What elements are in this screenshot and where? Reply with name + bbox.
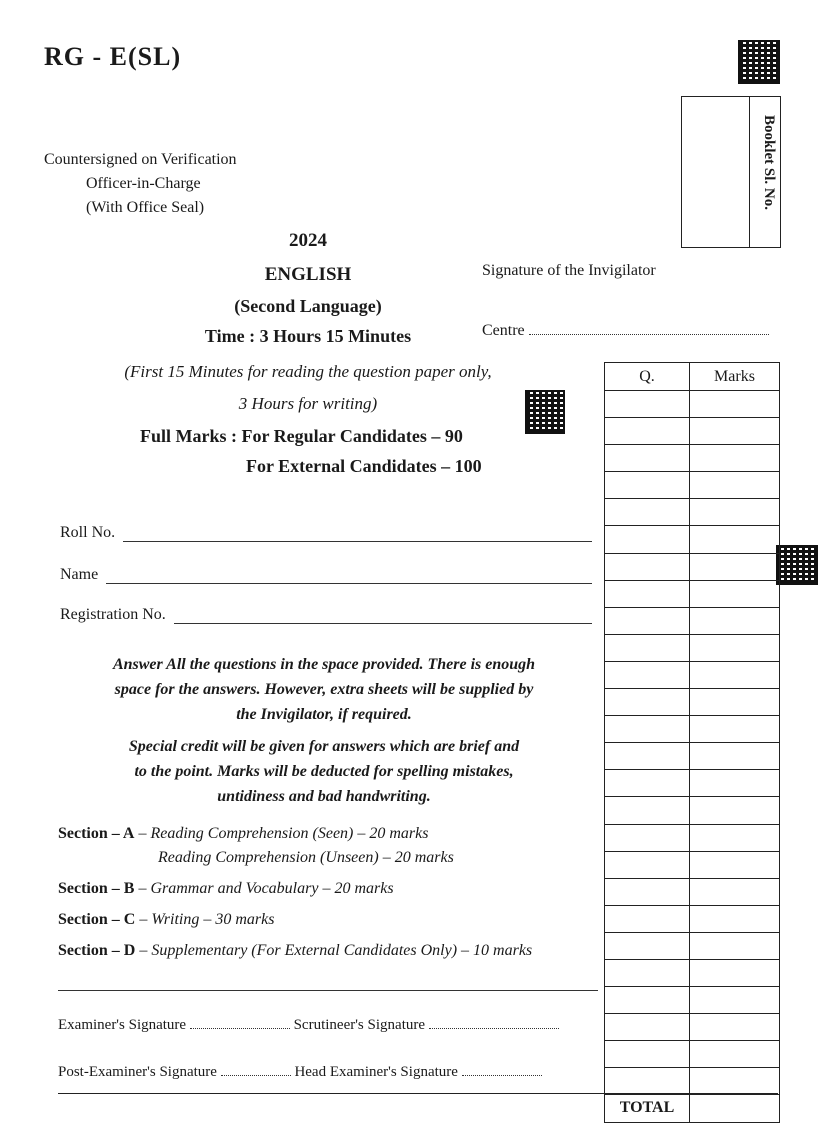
verification-line: Countersigned on Verification bbox=[44, 151, 237, 168]
exam-subject: ENGLISH bbox=[264, 264, 352, 285]
total-marks-cell[interactable] bbox=[690, 1095, 780, 1122]
marks-cell[interactable] bbox=[690, 391, 780, 418]
marks-cell[interactable] bbox=[690, 553, 780, 580]
marks-row bbox=[605, 824, 780, 851]
marks-cell[interactable] bbox=[690, 689, 780, 716]
section-desc: – Writing – 30 marks bbox=[139, 911, 275, 928]
roll-field[interactable] bbox=[60, 524, 592, 542]
q-cell[interactable] bbox=[605, 851, 690, 878]
examiner-signature-line[interactable] bbox=[190, 1016, 290, 1029]
section-desc: – Supplementary (For External Candidates Only) – 10 marks bbox=[139, 942, 533, 959]
q-cell[interactable] bbox=[605, 607, 690, 634]
marks-row bbox=[605, 851, 780, 878]
instruction-line: untidiness and bad handwriting. bbox=[217, 788, 431, 805]
q-cell[interactable] bbox=[605, 553, 690, 580]
exam-language: (Second Language) bbox=[234, 296, 382, 316]
marks-row bbox=[605, 743, 780, 770]
marks-table bbox=[604, 362, 780, 1123]
q-cell[interactable] bbox=[605, 418, 690, 445]
section-label: Section – A bbox=[58, 825, 135, 842]
marks-row bbox=[605, 445, 780, 472]
marks-cell[interactable] bbox=[690, 770, 780, 797]
marks-row bbox=[605, 553, 780, 580]
examiner-signature-label: Examiner's Signature bbox=[58, 1017, 187, 1033]
qr-code-icon bbox=[738, 40, 780, 84]
q-cell[interactable] bbox=[605, 824, 690, 851]
q-cell[interactable] bbox=[605, 743, 690, 770]
reading-note bbox=[78, 356, 538, 420]
q-cell[interactable] bbox=[605, 689, 690, 716]
q-cell[interactable] bbox=[605, 987, 690, 1014]
q-cell[interactable] bbox=[605, 526, 690, 553]
marks-cell[interactable] bbox=[690, 526, 780, 553]
instruction-line: Special credit will be given for answers which are brief and bbox=[128, 738, 520, 755]
marks-row bbox=[605, 661, 780, 688]
q-cell[interactable] bbox=[605, 445, 690, 472]
q-cell[interactable] bbox=[605, 770, 690, 797]
marks-cell[interactable] bbox=[690, 1041, 780, 1068]
q-cell[interactable] bbox=[605, 472, 690, 499]
instruction-line: the Invigilator, if required. bbox=[236, 706, 412, 723]
registration-input-line[interactable] bbox=[174, 609, 592, 624]
marks-cell[interactable] bbox=[690, 987, 780, 1014]
marks-row bbox=[605, 499, 780, 526]
marks-row bbox=[605, 797, 780, 824]
section-a bbox=[58, 822, 603, 870]
section-desc-extra: Reading Comprehension (Unseen) – 20 marks bbox=[158, 849, 454, 866]
reading-note-line2: 3 Hours for writing) bbox=[238, 394, 378, 413]
q-cell[interactable] bbox=[605, 905, 690, 932]
q-cell[interactable] bbox=[605, 878, 690, 905]
q-cell[interactable] bbox=[605, 580, 690, 607]
full-marks-regular: Full Marks : For Regular Candidates – 90 bbox=[140, 426, 463, 446]
head-examiner-signature-label: Head Examiner's Signature bbox=[294, 1064, 458, 1080]
marks-row bbox=[605, 634, 780, 661]
instruction-line: space for the answers. However, extra sheets will be supplied by bbox=[114, 681, 534, 698]
marks-row bbox=[605, 526, 780, 553]
marks-cell[interactable] bbox=[690, 797, 780, 824]
marks-row bbox=[605, 418, 780, 445]
q-cell[interactable] bbox=[605, 716, 690, 743]
marks-table-body bbox=[605, 391, 780, 1123]
registration-label: Registration No. bbox=[60, 606, 166, 623]
section-desc: – Reading Comprehension (Seen) – 20 marks bbox=[138, 825, 429, 842]
registration-field[interactable] bbox=[60, 606, 592, 624]
booklet-serial-label: Booklet Sl. No. bbox=[761, 115, 777, 211]
sections-list bbox=[58, 822, 603, 970]
marks-cell[interactable] bbox=[690, 472, 780, 499]
signature-row bbox=[58, 1063, 603, 1081]
marks-row bbox=[605, 932, 780, 959]
name-label: Name bbox=[60, 566, 99, 583]
verification-block bbox=[44, 148, 237, 220]
section-desc: – Grammar and Vocabulary – 20 marks bbox=[138, 880, 394, 897]
marks-cell[interactable] bbox=[690, 1068, 780, 1095]
marks-cell[interactable] bbox=[690, 851, 780, 878]
marks-cell[interactable] bbox=[690, 905, 780, 932]
marks-row bbox=[605, 580, 780, 607]
marks-cell[interactable] bbox=[690, 445, 780, 472]
marks-row bbox=[605, 987, 780, 1014]
marks-cell[interactable] bbox=[690, 607, 780, 634]
marks-row bbox=[605, 689, 780, 716]
name-field[interactable] bbox=[60, 566, 592, 584]
marks-row bbox=[605, 1068, 780, 1095]
signature-row bbox=[58, 1016, 603, 1034]
marks-cell[interactable] bbox=[690, 1014, 780, 1041]
scrutineer-signature-line[interactable] bbox=[429, 1016, 559, 1029]
marks-cell[interactable] bbox=[690, 661, 780, 688]
marks-row bbox=[605, 1014, 780, 1041]
instructions-credit bbox=[56, 734, 592, 809]
section-label: Section – B bbox=[58, 880, 135, 897]
centre-label: Centre bbox=[482, 322, 525, 339]
divider bbox=[58, 990, 598, 991]
section-d bbox=[58, 939, 603, 963]
instruction-line: to the point. Marks will be deducted for spelling mistakes, bbox=[134, 763, 514, 780]
section-label: Section – D bbox=[58, 942, 136, 959]
booklet-serial-label-cell bbox=[749, 97, 780, 247]
paper-code: RG - E(SL) bbox=[44, 42, 182, 71]
reading-note-line1: (First 15 Minutes for reading the question paper only, bbox=[124, 362, 492, 381]
marks-row bbox=[605, 716, 780, 743]
full-marks-external: For External Candidates – 100 bbox=[246, 456, 482, 476]
roll-label: Roll No. bbox=[60, 524, 116, 541]
q-cell[interactable] bbox=[605, 797, 690, 824]
marks-cell[interactable] bbox=[690, 824, 780, 851]
marks-cell[interactable] bbox=[690, 716, 780, 743]
q-cell[interactable] bbox=[605, 1068, 690, 1095]
qr-code-icon bbox=[525, 390, 565, 434]
q-cell[interactable] bbox=[605, 391, 690, 418]
total-row bbox=[605, 1095, 780, 1122]
marks-cell[interactable] bbox=[690, 580, 780, 607]
section-b bbox=[58, 877, 603, 901]
marks-row bbox=[605, 770, 780, 797]
q-cell[interactable] bbox=[605, 1041, 690, 1068]
invigilator-signature-label: Signature of the Invigilator bbox=[482, 262, 656, 279]
marks-row bbox=[605, 905, 780, 932]
marks-row bbox=[605, 391, 780, 418]
marks-cell[interactable] bbox=[690, 499, 780, 526]
q-cell[interactable] bbox=[605, 932, 690, 959]
centre-field[interactable] bbox=[482, 322, 782, 340]
q-cell[interactable] bbox=[605, 661, 690, 688]
qr-code-icon bbox=[776, 545, 818, 585]
marks-cell[interactable] bbox=[690, 418, 780, 445]
marks-row bbox=[605, 959, 780, 986]
marks-cell[interactable] bbox=[690, 878, 780, 905]
marks-row bbox=[605, 607, 780, 634]
marks-col-marks: Marks bbox=[690, 363, 780, 391]
instruction-line: Answer All the questions in the space provided. There is enough bbox=[112, 656, 536, 673]
instructions-answer bbox=[56, 652, 592, 727]
exam-time: Time : 3 Hours 15 Minutes bbox=[204, 326, 412, 346]
section-c bbox=[58, 908, 603, 932]
booklet-serial-box bbox=[681, 96, 781, 248]
name-input-line[interactable] bbox=[106, 569, 592, 584]
marks-cell[interactable] bbox=[690, 959, 780, 986]
q-cell[interactable] bbox=[605, 634, 690, 661]
total-label: TOTAL bbox=[605, 1095, 690, 1122]
centre-dotted-line[interactable] bbox=[529, 322, 769, 335]
marks-cell[interactable] bbox=[690, 634, 780, 661]
section-label: Section – C bbox=[58, 911, 136, 928]
marks-cell[interactable] bbox=[690, 743, 780, 770]
post-examiner-signature-label: Post-Examiner's Signature bbox=[58, 1064, 217, 1080]
marks-row bbox=[605, 1041, 780, 1068]
q-cell[interactable] bbox=[605, 959, 690, 986]
marks-row bbox=[605, 472, 780, 499]
exam-year: 2024 bbox=[289, 230, 327, 251]
verification-seal: (With Office Seal) bbox=[86, 199, 205, 216]
roll-input-line[interactable] bbox=[123, 527, 592, 542]
head-examiner-signature-line[interactable] bbox=[462, 1063, 542, 1076]
marks-row bbox=[605, 878, 780, 905]
post-examiner-signature-line[interactable] bbox=[221, 1063, 291, 1076]
bottom-divider bbox=[58, 1093, 778, 1094]
verification-officer: Officer-in-Charge bbox=[86, 175, 201, 192]
q-cell[interactable] bbox=[605, 499, 690, 526]
q-cell[interactable] bbox=[605, 1014, 690, 1041]
marks-cell[interactable] bbox=[690, 932, 780, 959]
marks-col-q: Q. bbox=[605, 363, 690, 391]
scrutineer-signature-label: Scrutineer's Signature bbox=[293, 1017, 426, 1033]
